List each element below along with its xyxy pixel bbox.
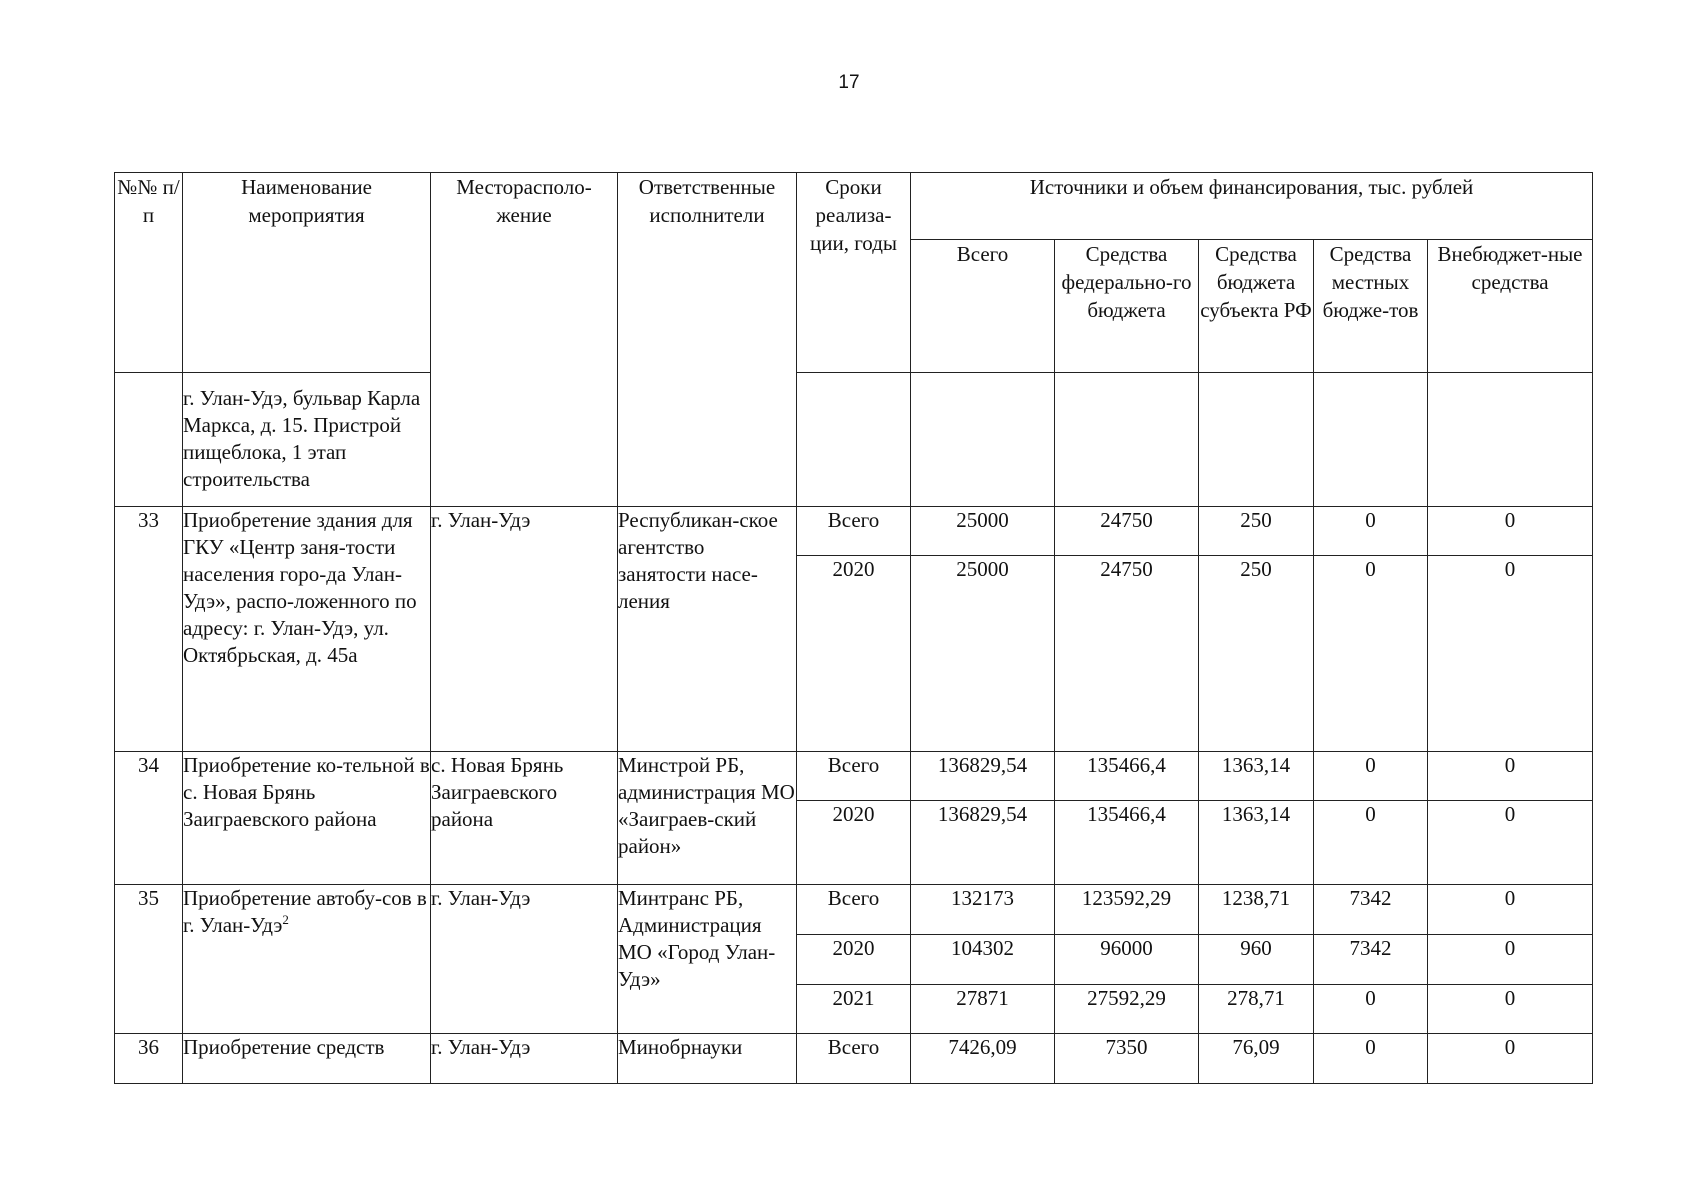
row-name-cell [183,885,431,1034]
row-local: 0 [1314,1034,1428,1084]
row-subject: 960 [1199,935,1314,985]
header-location: Месторасполо-жение [431,173,618,507]
row-federal: 135466,4 [1055,801,1199,885]
row-total: 27871 [911,985,1055,1034]
continuation-offbudget [1428,373,1593,507]
row-num: 33 [115,507,183,752]
header-terms: Сроки реализа-ции, годы [797,173,911,373]
table-row [115,1034,1593,1084]
row-total: 136829,54 [911,752,1055,801]
row-offbudget: 0 [1428,801,1593,885]
continuation-num [115,373,183,507]
continuation-total [911,373,1055,507]
row-year: Всего [797,1034,911,1084]
row-offbudget: 0 [1428,507,1593,556]
row-subject: 250 [1199,507,1314,556]
row-federal: 123592,29 [1055,885,1199,935]
row-local: 0 [1314,556,1428,752]
row-total: 25000 [911,556,1055,752]
footnote-mark: 2 [282,912,289,927]
continuation-name: г. Улан-Удэ, бульвар Карла Маркса, д. 15. Пристрой пищеблока, 1 этап строительства [183,373,431,507]
row-year: Всего [797,752,911,801]
row-total: 7426,09 [911,1034,1055,1084]
header-name: Наименование мероприятия [183,173,431,373]
header-offbudget: Внебюджет-ные средства [1428,240,1593,373]
row-offbudget: 0 [1428,885,1593,935]
row-offbudget: 0 [1428,935,1593,985]
row-location: г. Улан-Удэ [431,507,618,752]
row-total: 132173 [911,885,1055,935]
row-name: Приобретение средств [183,1034,431,1084]
row-num: 34 [115,752,183,885]
continuation-local [1314,373,1428,507]
table-row [115,885,1593,935]
continuation-terms [797,373,911,507]
table-row [115,507,1593,556]
row-responsible: Республикан-ское агентство занятости насе-ления [618,507,797,752]
continuation-subject [1199,373,1314,507]
row-subject: 278,71 [1199,985,1314,1034]
row-subject: 250 [1199,556,1314,752]
row-local: 0 [1314,985,1428,1034]
header-financing: Источники и объем финансирования, тыс. рублей [911,173,1593,240]
row-local: 7342 [1314,935,1428,985]
row-subject: 1363,14 [1199,752,1314,801]
row-offbudget: 0 [1428,985,1593,1034]
row-total: 104302 [911,935,1055,985]
row-federal: 27592,29 [1055,985,1199,1034]
row-name: Приобретение автобу-сов в г. Улан-Удэ [183,886,427,937]
continuation-federal [1055,373,1199,507]
row-local: 7342 [1314,885,1428,935]
row-local: 0 [1314,752,1428,801]
row-year: 2020 [797,556,911,752]
row-name: Приобретение ко-тельной в с. Новая Брянь Заиграевского района [183,752,431,885]
row-subject: 76,09 [1199,1034,1314,1084]
table-row [115,752,1593,801]
header-responsible: Ответственные исполнители [618,173,797,507]
page-number: 17 [838,72,860,93]
row-total: 25000 [911,507,1055,556]
row-offbudget: 0 [1428,556,1593,752]
row-federal: 135466,4 [1055,752,1199,801]
header-subject: Средства бюджета субъекта РФ [1199,240,1314,373]
row-responsible: Минобрнауки [618,1034,797,1084]
row-offbudget: 0 [1428,1034,1593,1084]
row-subject: 1363,14 [1199,801,1314,885]
row-local: 0 [1314,801,1428,885]
row-year: Всего [797,507,911,556]
row-federal: 7350 [1055,1034,1199,1084]
row-year: 2021 [797,985,911,1034]
row-num: 36 [115,1034,183,1084]
row-local: 0 [1314,507,1428,556]
header-total: Всего [911,240,1055,373]
row-offbudget: 0 [1428,752,1593,801]
row-federal: 96000 [1055,935,1199,985]
row-year: Всего [797,885,911,935]
row-num: 35 [115,885,183,1034]
row-location: г. Улан-Удэ [431,1034,618,1084]
header-num: №№ п/п [115,173,183,373]
row-location: с. Новая Брянь Заиграевского района [431,752,618,885]
row-total: 136829,54 [911,801,1055,885]
header-federal: Средства федерально-го бюджета [1055,240,1199,373]
financing-table [114,172,1593,1084]
header-local: Средства местных бюдже-тов [1314,240,1428,373]
row-location: г. Улан-Удэ [431,885,618,1034]
row-year: 2020 [797,801,911,885]
row-federal: 24750 [1055,507,1199,556]
row-responsible: Минтранс РБ, Администрация МО «Город Улан-Удэ» [618,885,797,1034]
row-year: 2020 [797,935,911,985]
row-federal: 24750 [1055,556,1199,752]
row-responsible: Минстрой РБ, администрация МО «Заиграев-ский район» [618,752,797,885]
row-name: Приобретение здания для ГКУ «Центр заня-тости населения горо-да Улан-Удэ», распо-ложенного по адресу: г. Улан-Удэ, ул. Октябрьская, д. 45а [183,507,431,752]
row-subject: 1238,71 [1199,885,1314,935]
